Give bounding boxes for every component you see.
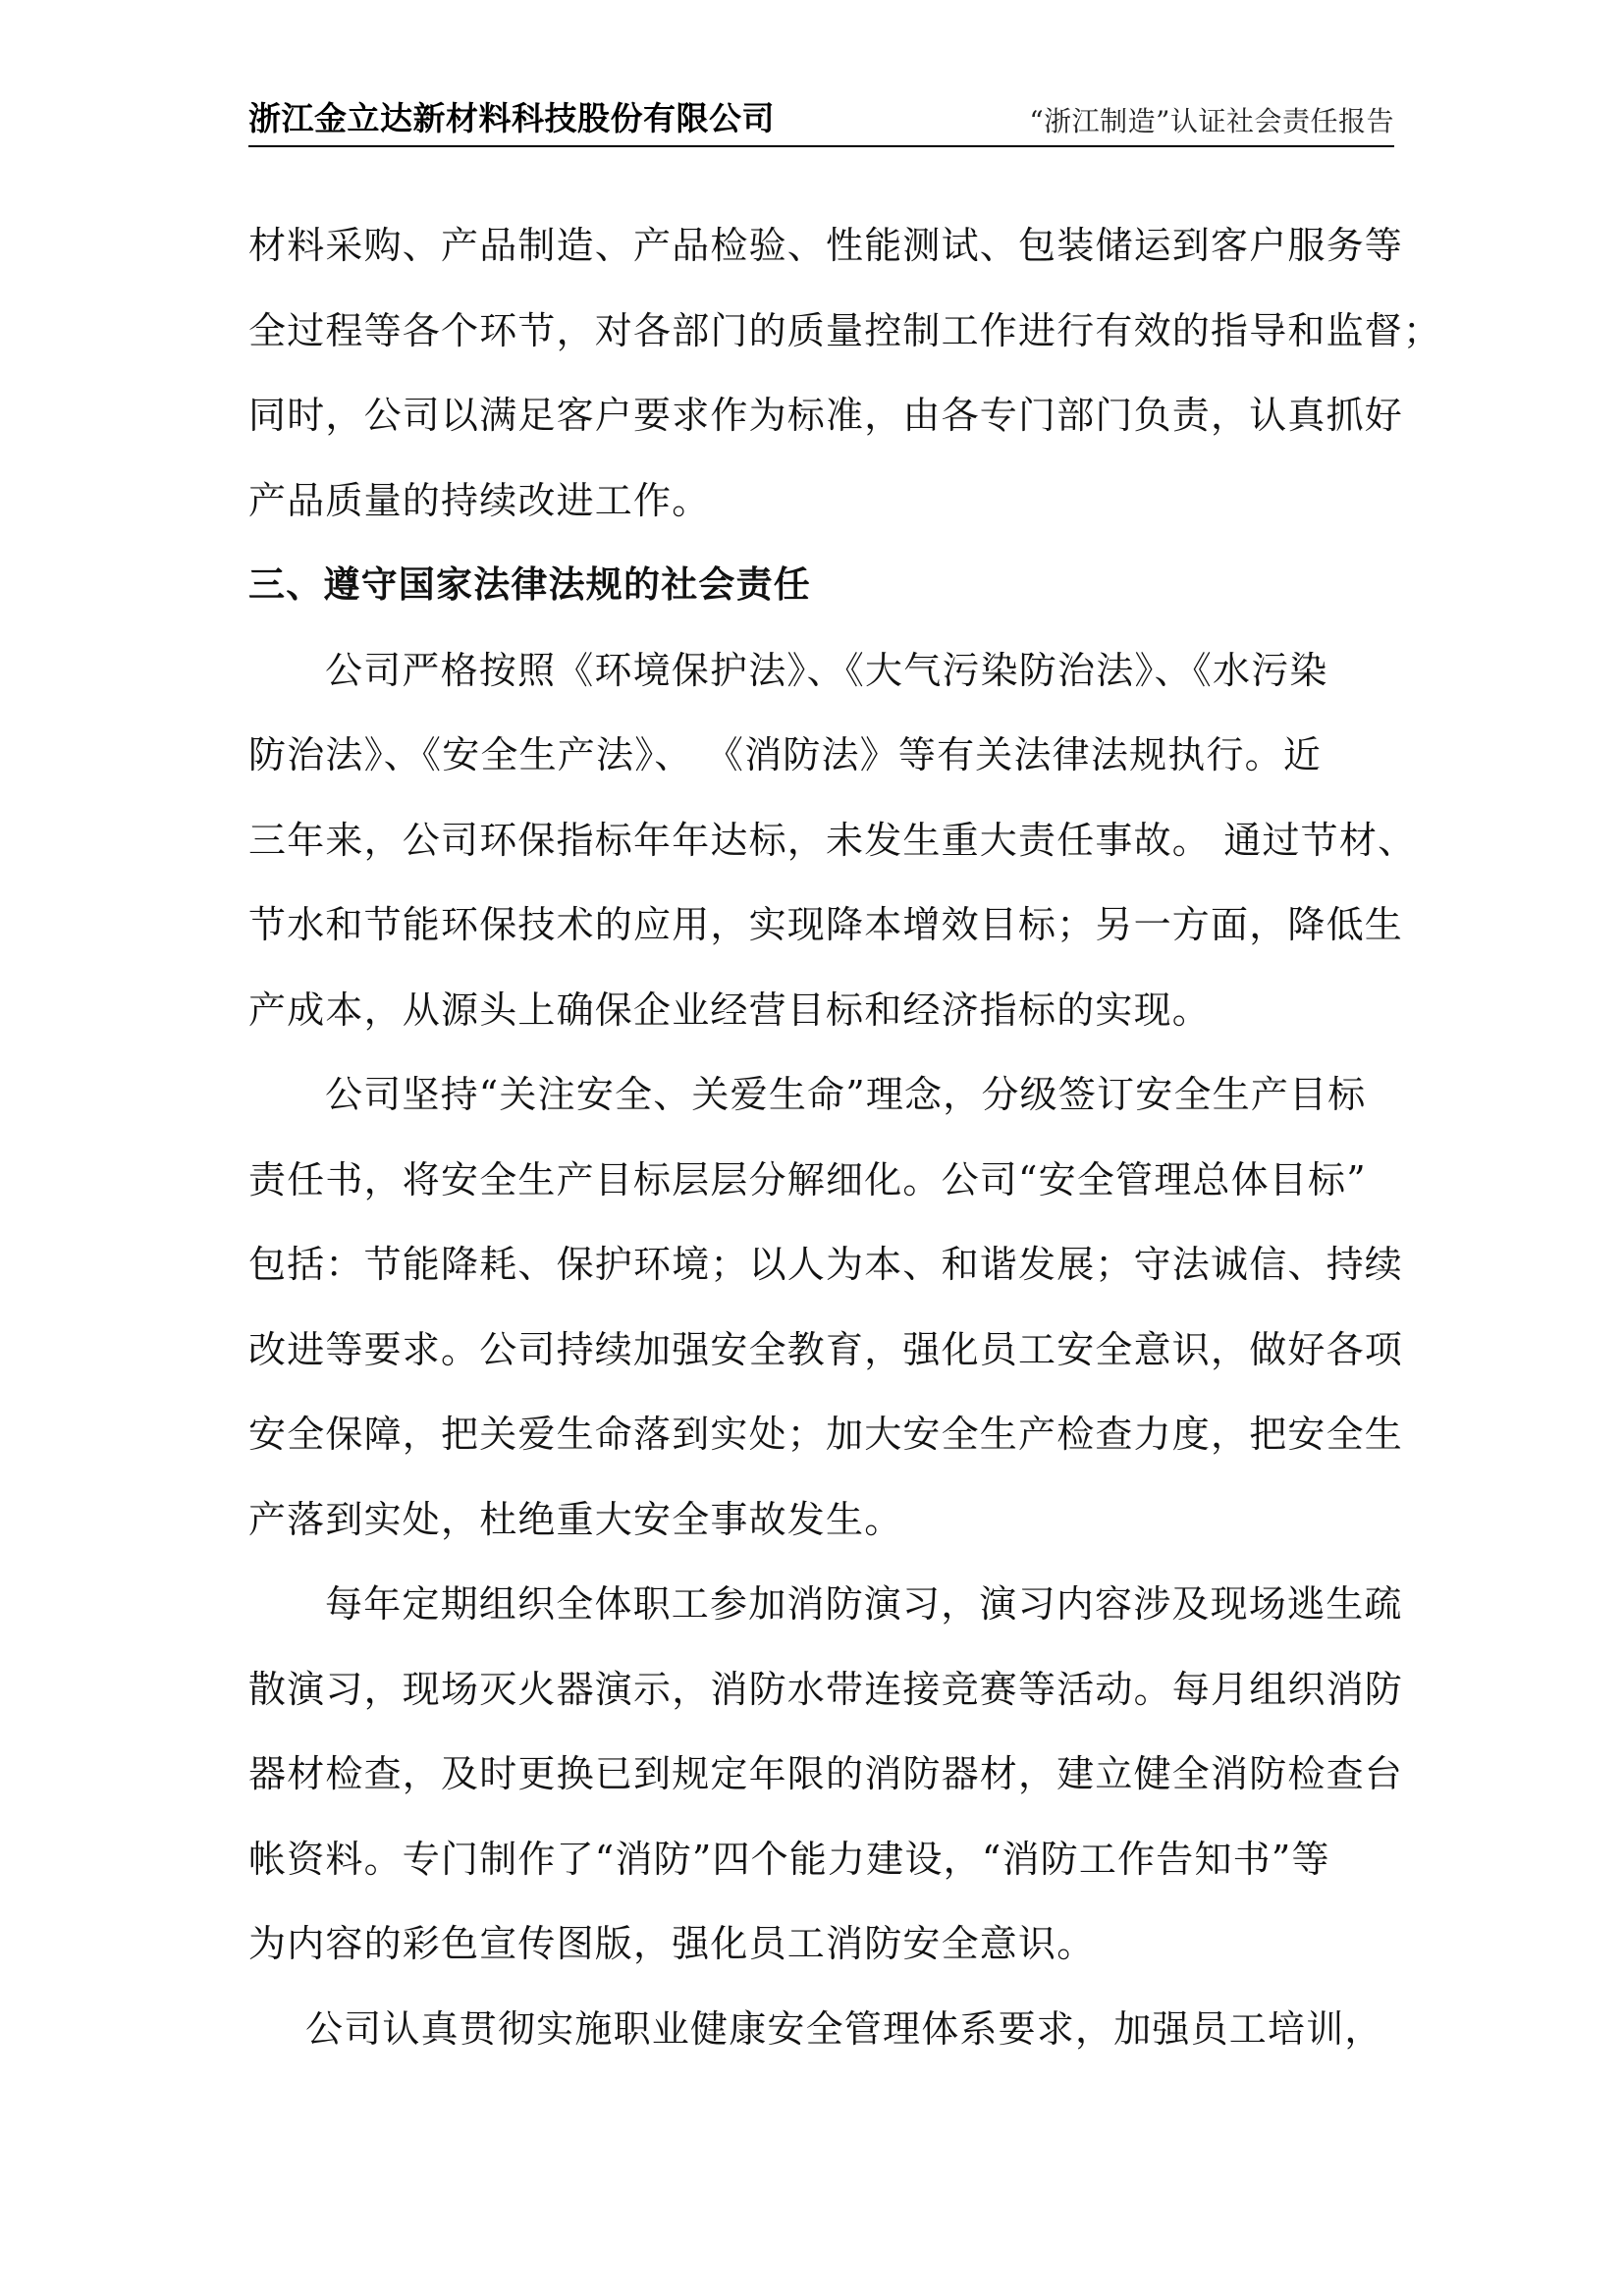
body-line: 每年定期组织全体职工参加消防演习，演习内容涉及现场逃生疏	[325, 1582, 1403, 1626]
body-line: 全过程等各个环节，对各部门的质量控制工作进行有效的指导和监督；	[248, 308, 1442, 352]
body-line: 节水和节能环保技术的应用，实现降本增效目标；另一方面，降低生	[248, 903, 1404, 946]
header-company-name: 浙江金立达新材料科技股份有限公司	[248, 99, 775, 137]
body-line: 产落到实处，杜绝重大安全事故发生。	[248, 1497, 903, 1541]
body-line: 器材检查，及时更换已到规定年限的消防器材，建立健全消防检查台	[248, 1752, 1404, 1795]
body-line: 产成本，从源头上确保企业经营目标和经济指标的实现。	[248, 988, 1212, 1032]
body-line: 同时，公司以满足客户要求作为标准，由各专门部门负责，认真抓好	[248, 394, 1404, 437]
section-heading: 三、遵守国家法律法规的社会责任	[248, 563, 811, 606]
body-line: 为内容的彩色宣传图版，强化员工消防安全意识。	[248, 1922, 1096, 1965]
body-line: 责任书，将安全生产目标层层分解细化。公司“安全管理总体目标”	[248, 1157, 1367, 1201]
body-line: 安全保障，把关爱生命落到实处；加大安全生产检查力度，把安全生	[248, 1413, 1404, 1456]
document-body	[248, 208, 1442, 2076]
body-line: 改进等要求。公司持续加强安全教育，强化员工安全意识，做好各项	[248, 1327, 1404, 1371]
body-line: 产品质量的持续改进工作。	[248, 478, 711, 522]
body-line: 三年来，公司环保指标年年达标，未发生重大责任事故。 通过节材、	[248, 818, 1417, 862]
header-report-title: “浙江制造”认证社会责任报告	[1029, 105, 1394, 137]
body-line: 公司坚持“关注安全、关爱生命”理念，分级签订安全生产目标	[325, 1073, 1367, 1116]
page-header	[248, 94, 1394, 147]
body-line: 公司严格按照《环境保护法》、《大气污染防治法》、《水污染	[325, 648, 1328, 692]
body-line: 防治法》、《安全生产法》、 《消防法》等有关法律法规执行。近	[248, 733, 1323, 776]
body-line: 散演习，现场灭火器演示，消防水带连接竞赛等活动。每月组织消防	[248, 1667, 1404, 1711]
body-line: 帐资料。专门制作了“消防”四个能力建设，“消防工作告知书”等	[248, 1837, 1330, 1881]
body-line: 材料采购、产品制造、产品检验、性能测试、包装储运到客户服务等	[248, 224, 1404, 267]
body-line: 公司认真贯彻实施职业健康安全管理体系要求，加强员工培训，	[305, 2006, 1383, 2051]
body-line: 包括：节能降耗、保护环境；以人为本、和谐发展；守法诚信、持续	[248, 1243, 1404, 1286]
